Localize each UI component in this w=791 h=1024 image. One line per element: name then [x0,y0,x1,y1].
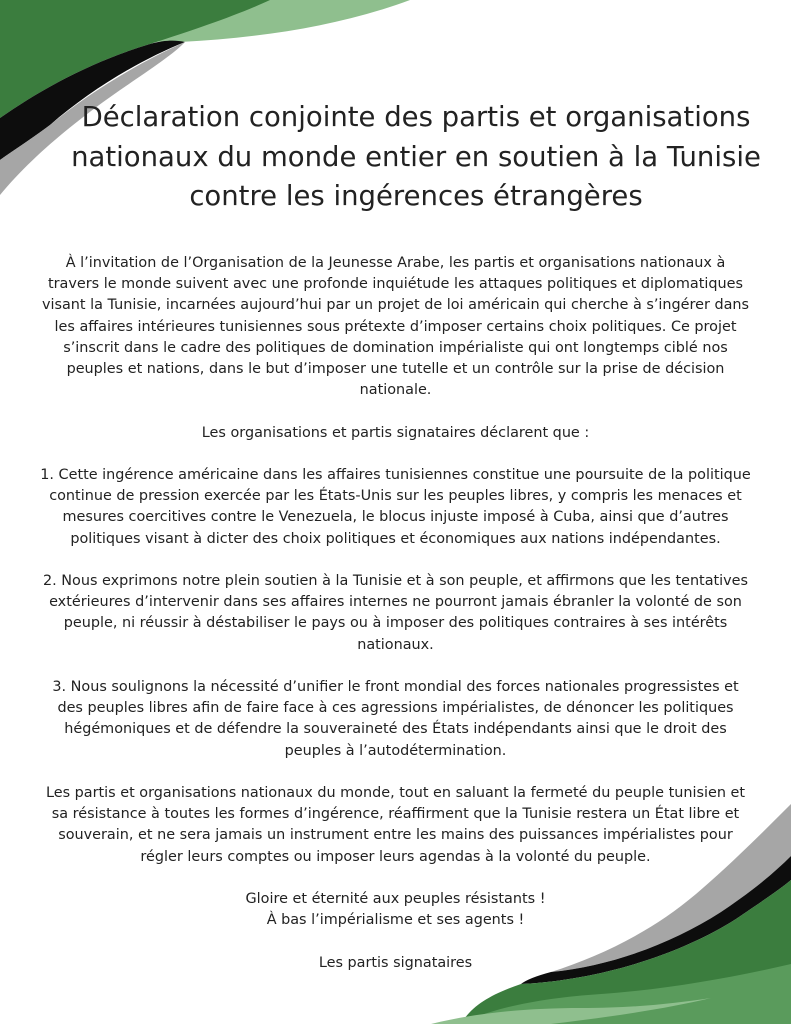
document-body [38,253,753,995]
signature: Les partis signataires [318,954,473,971]
document-title: Déclaration conjointe des partis et organisations nationaux du monde entier en soutien à la Tunisie contre les ingérences étrangères [71,101,761,212]
point-2-paragraph: 2. Nous exprimons notre plein soutien à la Tunisie et à son peuple, et affirmons que les tentatives extérieures d’intervenir dans ses affaires internes ne pourront jamais ébranler la volonté de son peuple, ni réussir à déstabiliser le pays ou à imposer des politiques contraires à ses intérêts nationaux. [42,573,749,653]
point-1-paragraph: 1. Cette ingérence américaine dans les affaires tunisiennes constitue une poursuite de la politique continue de pression exercée par les États-Unis sur les peuples libres, y compris les menaces et mesures coercitives contre le Venezuela, le blocus injuste imposé à Cuba, ainsi que d’autres politiques visant à dicter des choix politiques et économiques aux nations indépendantes. [40,467,751,547]
intro-paragraph: À l’invitation de l’Organisation de la Jeunesse Arabe, les partis et organisations nationaux à travers le monde suivent avec une profonde inquiétude les attaques politiques et diplomatiques visant la Tunisie, incarnées aujourd’hui par un projet de loi américain qui cherche à s’ingérer dans les affaires intérieures tunisiennes sous prétexte d’imposer certains choix politiques. Ce projet s’inscrit dans le cadre des politiques de domination impérialiste qui ont longtemps ciblé nos peuples et nations, dans le but d’imposer une tutelle et un contrôle sur la prise de décision nationale. [41,255,750,399]
slogan-1: Gloire et éternité aux peuples résistants ! [245,891,546,907]
lead-paragraph: Les organisations et partis signataires déclarent que : [201,424,590,441]
point-3-paragraph: 3. Nous soulignons la nécessité d’unifier le front mondial des forces nationales progressistes et des peuples libres afin de faire face à ces agressions impérialistes, de dénoncer les politiques hégémoniques et de défendre la souveraineté des États indépendants ainsi que le droit des peuples à l’autodétermination. [52,679,739,759]
slogan-2: À bas l’impérialisme et ses agents ! [266,912,525,929]
conclusion-paragraph: Les partis et organisations nationaux du monde, tout en saluant la fermeté du peuple tunisien et sa résistance à toutes les formes d’ingérence, réaffirment que la Tunisie restera un État libre et souverain, et ne sera jamais un instrument entre les mains des puissances impérialistes pour régler leurs comptes ou imposer leurs agendas à la volonté du peuple. [45,785,746,865]
